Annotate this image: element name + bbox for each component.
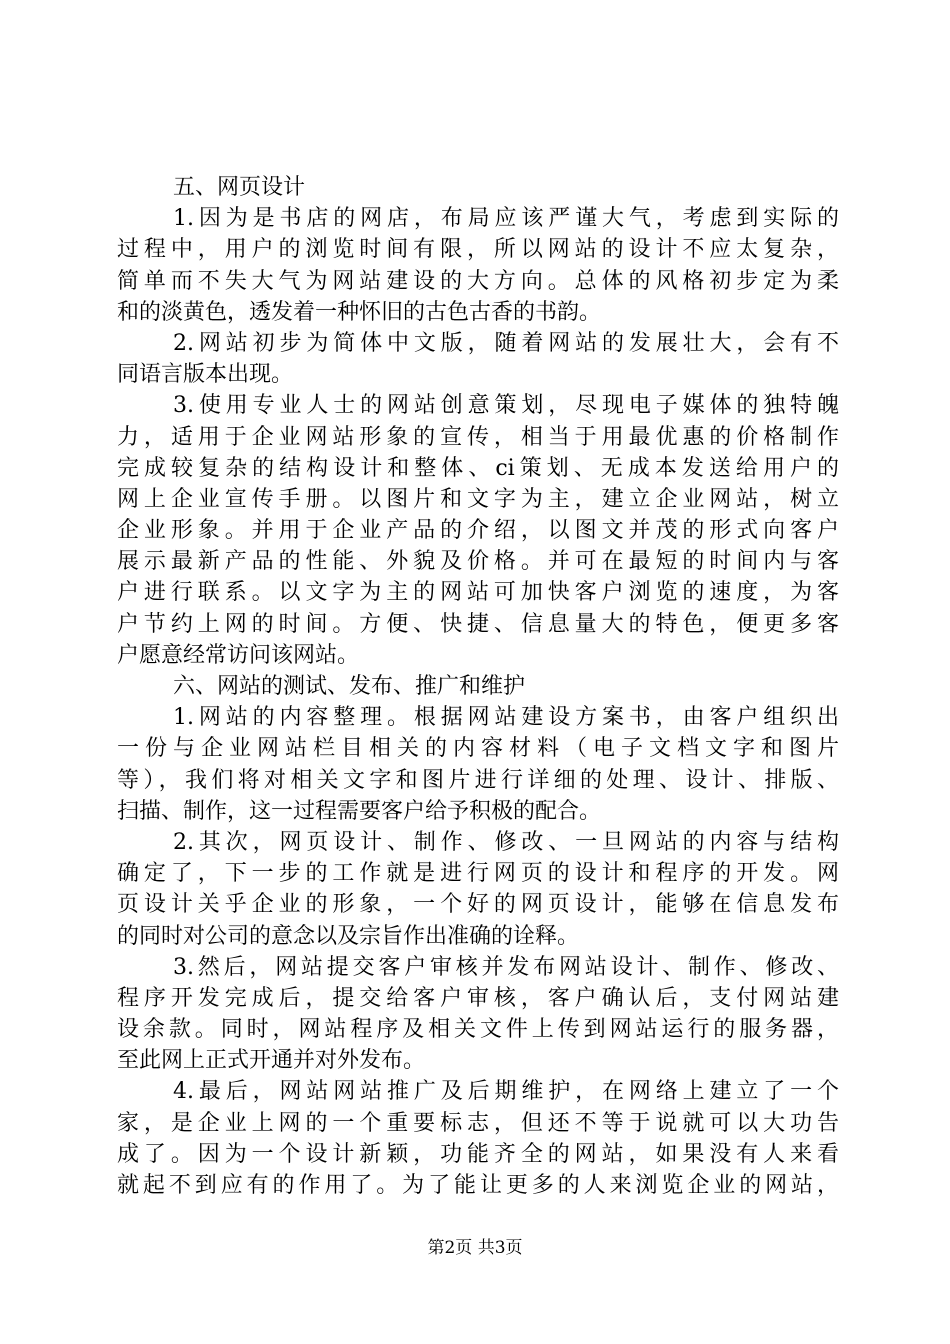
paragraph-line: 和的淡黄色，透发着一种怀旧的古色古香的书韵。 [117, 299, 602, 325]
paragraph-line: 2.其次，网页设计、制作、修改、一旦网站的内容与结构 [173, 829, 839, 855]
paragraph-line: 等），我们将对相关文字和图片进行详细的处理、设计、排版、 [117, 767, 839, 793]
section-heading-web-design: 五、网页设计 [173, 175, 306, 200]
paragraph-line: 户节约上网的时间。方便、快捷、信息量大的特色，便更多客 [117, 611, 839, 637]
paragraph-line: 展示最新产品的性能、外貌及价格。并可在最短的时间内与客 [117, 549, 839, 575]
paragraph-line: 同语言版本出现。 [117, 362, 294, 388]
paragraph-line: 1.网站的内容整理。根据网站建设方案书，由客户组织出 [173, 705, 839, 731]
section-heading-testing-release: 六、网站的测试、发布、推广和维护 [173, 674, 526, 699]
paragraph-line: 过程中，用户的浏览时间有限，所以网站的设计不应太复杂， [117, 237, 839, 263]
paragraph-line: 页设计关乎企业的形象，一个好的网页设计，能够在信息发布 [117, 892, 839, 918]
paragraph-line: 至此网上正式开通并对外发布。 [117, 1048, 426, 1074]
paragraph-line: 一份与企业网站栏目相关的内容材料（电子文档文字和图片 [117, 736, 839, 762]
paragraph-line: 3.使用专业人士的网站创意策划，尽现电子媒体的独特魄 [173, 393, 839, 419]
paragraph-line: 家，是企业上网的一个重要标志，但还不等于说就可以大功告 [117, 1110, 839, 1136]
page-footer-page-number: 第2页 共3页 [427, 1238, 523, 1258]
paragraph-line: 成了。因为一个设计新颖，功能齐全的网站，如果没有人来看 [117, 1141, 839, 1167]
paragraph-line: 力，适用于企业网站形象的宣传，相当于用最优惠的价格制作 [117, 424, 839, 450]
paragraph-line: 2.网站初步为简体中文版，随着网站的发展壮大，会有不 [173, 330, 839, 356]
paragraph-line: 的同时对公司的意念以及宗旨作出准确的诠释。 [117, 923, 580, 949]
paragraph-line: 设余款。同时，网站程序及相关文件上传到网站运行的服务器， [117, 1017, 839, 1043]
paragraph-line: 户进行联系。以文字为主的网站可加快客户浏览的速度，为客 [117, 580, 839, 606]
paragraph-line: 完成较复杂的结构设计和整体、ci策划、无成本发送给用户的 [117, 455, 839, 481]
paragraph-line: 4.最后，网站网站推广及后期维护，在网络上建立了一个 [173, 1079, 839, 1105]
document-body [117, 172, 839, 1201]
paragraph-line: 扫描、制作，这一过程需要客户给予积极的配合。 [117, 798, 602, 824]
paragraph-line: 企业形象。并用于企业产品的介绍，以图文并茂的形式向客户 [117, 518, 839, 544]
paragraph-line: 3.然后，网站提交客户审核并发布网站设计、制作、修改、 [173, 954, 839, 980]
paragraph-line: 户愿意经常访问该网站。 [117, 642, 360, 668]
paragraph-line: 就起不到应有的作用了。为了能让更多的人来浏览企业的网站， [117, 1173, 839, 1198]
paragraph-line: 简单而不失大气为网站建设的大方向。总体的风格初步定为柔 [117, 268, 839, 294]
paragraph-line: 程序开发完成后，提交给客户审核，客户确认后，支付网站建 [117, 985, 839, 1011]
paragraph-line: 网上企业宣传手册。以图片和文字为主，建立企业网站，树立 [117, 486, 839, 512]
paragraph-line: 1.因为是书店的网店，布局应该严谨大气，考虑到实际的 [173, 206, 839, 232]
paragraph-line: 确定了，下一步的工作就是进行网页的设计和程序的开发。网 [117, 861, 839, 887]
